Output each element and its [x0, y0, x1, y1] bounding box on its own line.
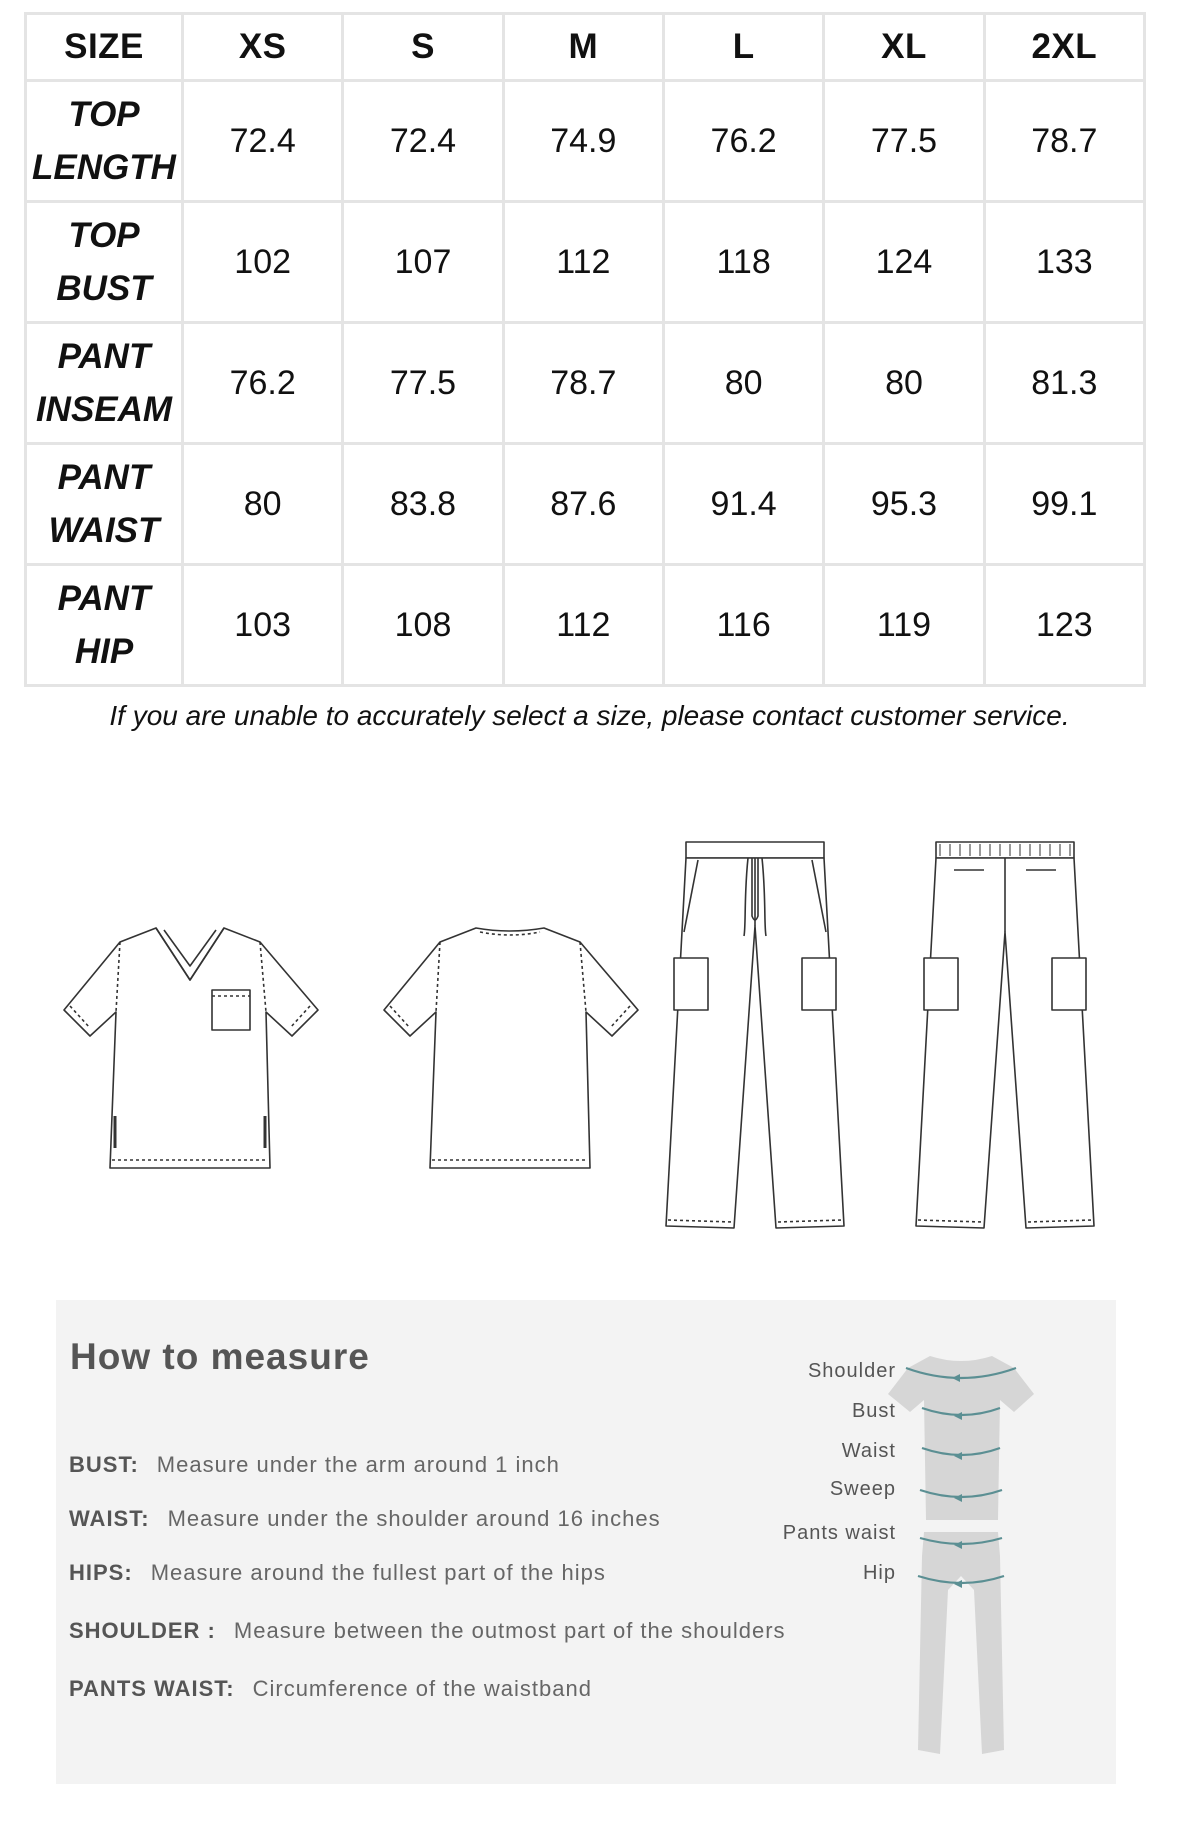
header-cell-l: L: [663, 14, 823, 81]
body-figure-icon: [886, 1350, 1036, 1770]
measure-desc: Measure under the arm around 1 inch: [156, 1452, 560, 1477]
body-label-shoulder: Shoulder: [807, 1360, 896, 1382]
table-cell: 80: [824, 323, 984, 444]
row-label-line1: TOP: [68, 216, 140, 255]
body-label-bust: Bust: [851, 1400, 896, 1422]
body-label-sweep: Sweep: [829, 1478, 896, 1500]
table-cell: 112: [503, 565, 663, 686]
table-cell: 80: [663, 323, 823, 444]
garment-drawings: [0, 820, 1179, 1240]
row-label-line2: HIP: [74, 632, 134, 671]
scrub-pants-front-icon: [660, 836, 850, 1236]
table-row-pant-hip: [26, 565, 1145, 686]
table-cell: 95.3: [824, 444, 984, 565]
measure-key: BUST:: [69, 1452, 139, 1477]
table-cell: 119: [824, 565, 984, 686]
body-label-waist: Waist: [841, 1440, 896, 1462]
header-cell-s: S: [343, 14, 503, 81]
measure-key: HIPS:: [69, 1560, 133, 1585]
table-row-pant-inseam: [26, 323, 1145, 444]
table-cell: 76.2: [663, 81, 823, 202]
measure-item-waist: [69, 1506, 661, 1532]
table-cell: 87.6: [503, 444, 663, 565]
scrub-top-back-icon: [380, 920, 640, 1180]
header-cell-2xl: 2XL: [984, 14, 1144, 81]
table-cell: 123: [984, 565, 1144, 686]
measure-key: WAIST:: [69, 1506, 150, 1531]
header-cell-xl: XL: [824, 14, 984, 81]
row-label-line1: TOP: [68, 95, 140, 134]
header-cell-m: M: [503, 14, 663, 81]
table-cell: 103: [183, 565, 343, 686]
table-cell: 99.1: [984, 444, 1144, 565]
measure-desc: Measure between the outmost part of the shoulders: [233, 1618, 786, 1643]
row-label-pant-waist: [26, 444, 183, 565]
measure-item-shoulder: [69, 1618, 786, 1644]
row-label-pant-hip: [26, 565, 183, 686]
body-label-hip: Hip: [862, 1562, 896, 1584]
table-cell: 81.3: [984, 323, 1144, 444]
header-cell-xs: XS: [183, 14, 343, 81]
how-to-measure-title: How to measure: [70, 1336, 370, 1377]
table-cell: 80: [183, 444, 343, 565]
row-label-pant-inseam: [26, 323, 183, 444]
row-label-top-bust: [26, 202, 183, 323]
table-row-pant-waist: [26, 444, 1145, 565]
table-cell: 133: [984, 202, 1144, 323]
row-label-line1: PANT: [57, 579, 151, 618]
measure-item-hips: [69, 1560, 606, 1586]
table-cell: 112: [503, 202, 663, 323]
body-label-pants-waist: Pants waist: [782, 1522, 896, 1544]
size-help-notice: If you are unable to accurately select a size, please contact customer service.: [109, 700, 1070, 731]
table-cell: 118: [663, 202, 823, 323]
size-header-row: [26, 14, 1145, 81]
scrub-pants-back-icon: [910, 836, 1100, 1236]
table-cell: 107: [343, 202, 503, 323]
table-cell: 76.2: [183, 323, 343, 444]
row-label-line1: PANT: [57, 337, 151, 376]
row-label-line2: WAIST: [48, 511, 160, 550]
table-cell: 108: [343, 565, 503, 686]
row-label-line2: INSEAM: [35, 390, 173, 429]
measure-key: SHOULDER :: [69, 1618, 216, 1643]
measure-key: PANTS WAIST:: [69, 1676, 235, 1701]
table-cell: 83.8: [343, 444, 503, 565]
table-cell: 78.7: [984, 81, 1144, 202]
row-label-top-length: [26, 81, 183, 202]
measure-item-pants-waist: [69, 1676, 592, 1702]
table-cell: 72.4: [343, 81, 503, 202]
row-label-line1: PANT: [57, 458, 151, 497]
header-cell-size: SIZE: [26, 14, 183, 81]
row-label-line2: LENGTH: [32, 148, 176, 187]
measure-item-bust: [69, 1452, 560, 1478]
row-label-line2: BUST: [56, 269, 152, 308]
table-cell: 72.4: [183, 81, 343, 202]
measure-desc: Measure under the shoulder around 16 inches: [167, 1506, 661, 1531]
how-to-measure-panel: [56, 1300, 1116, 1784]
table-cell: 74.9: [503, 81, 663, 202]
table-cell: 102: [183, 202, 343, 323]
size-chart-table: [24, 12, 1146, 687]
table-cell: 77.5: [824, 81, 984, 202]
table-cell: 116: [663, 565, 823, 686]
table-cell: 91.4: [663, 444, 823, 565]
table-cell: 78.7: [503, 323, 663, 444]
measure-desc: Measure around the fullest part of the hips: [150, 1560, 606, 1585]
measure-desc: Circumference of the waistband: [252, 1676, 592, 1701]
table-cell: 77.5: [343, 323, 503, 444]
table-cell: 124: [824, 202, 984, 323]
table-row-top-length: [26, 81, 1145, 202]
scrub-top-front-icon: [60, 920, 320, 1180]
table-row-top-bust: [26, 202, 1145, 323]
